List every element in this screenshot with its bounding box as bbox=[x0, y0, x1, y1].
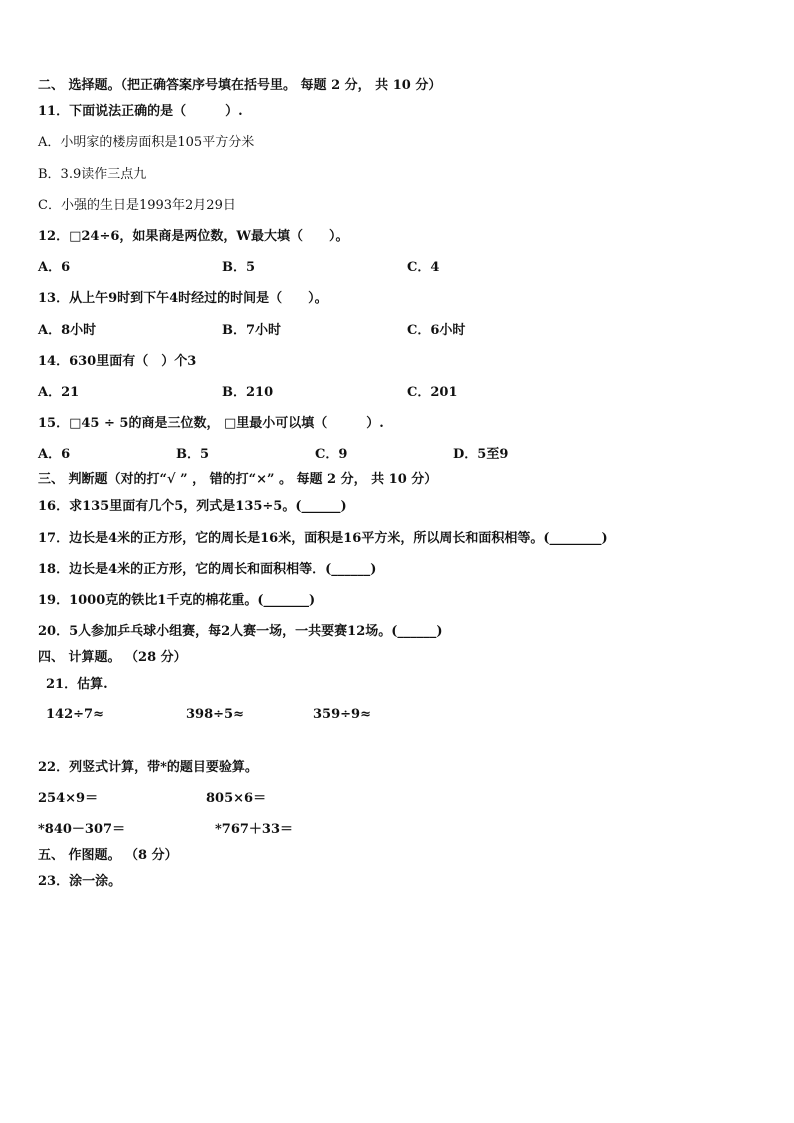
question-22-expr-4: *767＋33＝ bbox=[215, 822, 294, 837]
question-12-option-a: A．6 bbox=[38, 260, 71, 275]
question-13-option-b: B．7小时 bbox=[222, 323, 282, 338]
question-11-option-b: B．3.9读作三点九 bbox=[38, 167, 147, 182]
question-14-option-c: C．201 bbox=[407, 385, 458, 400]
section-heading-choice: 二、 选择题。（把正确答案序号填在括号里。 每题 2 分， 共 10 分） bbox=[38, 78, 442, 93]
question-22-expr-3: *840－307＝ bbox=[38, 822, 126, 837]
question-19: 19．1000克的铁比1千克的棉花重。(_______) bbox=[38, 593, 316, 608]
question-16: 16．求135里面有几个5，列式是135÷5。(______) bbox=[38, 499, 347, 514]
question-13-stem: 13．从上午9时到下午4时经过的时间是（ ）。 bbox=[38, 291, 328, 306]
question-18: 18．边长是4米的正方形，它的周长和面积相等．(______) bbox=[38, 562, 377, 577]
question-12-stem: 12．□24÷6，如果商是两位数，W最大填（ ）。 bbox=[38, 229, 349, 244]
section-heading-calculation: 四、 计算题。 （28 分） bbox=[38, 650, 187, 665]
question-21-expr-3: 359÷9≈ bbox=[313, 707, 371, 722]
question-20: 20．5人参加乒乓球小组赛，每2人赛一场，一共要赛12场。(______) bbox=[38, 624, 443, 639]
question-12-option-b: B．5 bbox=[222, 260, 256, 275]
question-15-stem: 15．□45 ÷ 5的商是三位数， □里最小可以填（ ）. bbox=[38, 416, 384, 431]
section-heading-drawing: 五、 作图题。 （8 分） bbox=[38, 848, 178, 863]
question-22-expr-1: 254×9＝ bbox=[38, 791, 99, 806]
question-17: 17．边长是4米的正方形，它的周长是16米，面积是16平方米，所以周长和面积相等。(________) bbox=[38, 531, 608, 546]
question-15-option-c: C．9 bbox=[315, 447, 348, 462]
question-14-option-b: B．210 bbox=[222, 385, 274, 400]
question-23-stem: 23．涂一涂。 bbox=[38, 874, 122, 889]
question-15-option-b: B．5 bbox=[176, 447, 210, 462]
question-15-option-a: A．6 bbox=[38, 447, 71, 462]
question-22-stem: 22．列竖式计算，带*的题目要验算。 bbox=[38, 760, 258, 775]
section-heading-judgement: 三、 判断题（对的打“√ ” ， 错的打“×” 。 每题 2 分， 共 10 分） bbox=[38, 472, 438, 487]
question-12-option-c: C．4 bbox=[407, 260, 440, 275]
question-13-option-c: C．6小时 bbox=[407, 323, 466, 338]
question-13-option-a: A．8小时 bbox=[38, 323, 97, 338]
question-11-option-c: C．小强的生日是1993年2月29日 bbox=[38, 198, 236, 213]
question-15-option-d: D．5至9 bbox=[453, 447, 509, 462]
question-22-expr-2: 805×6＝ bbox=[206, 791, 267, 806]
question-14-stem: 14．630里面有（ ）个3 bbox=[38, 354, 197, 369]
question-21-expr-2: 398÷5≈ bbox=[186, 707, 244, 722]
question-21-stem: 21．估算. bbox=[46, 677, 108, 692]
question-11-option-a: A．小明家的楼房面积是105平方分米 bbox=[38, 135, 255, 150]
question-21-expr-1: 142÷7≈ bbox=[46, 707, 104, 722]
question-11-stem: 11．下面说法正确的是（ ）. bbox=[38, 104, 243, 119]
question-14-option-a: A．21 bbox=[38, 385, 80, 400]
